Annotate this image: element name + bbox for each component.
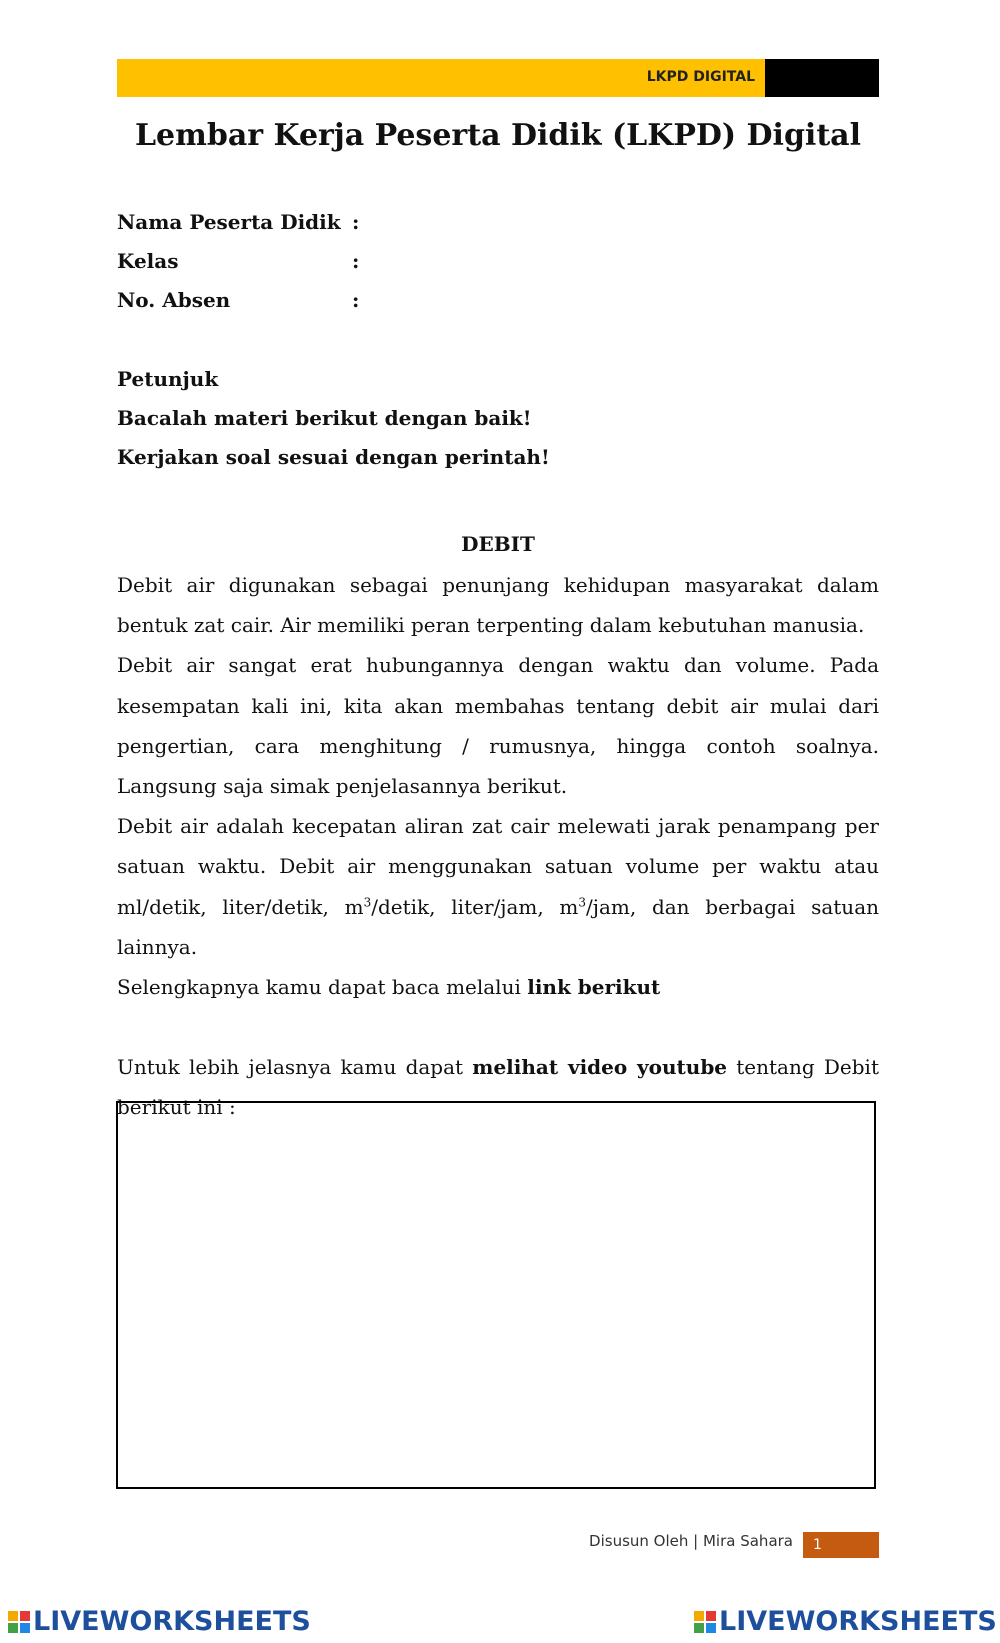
footer-author: Disusun Oleh | Mira Sahara	[589, 1532, 793, 1550]
liveworksheets-logo-left	[8, 1606, 311, 1637]
paragraph-1: Debit air digunakan sebagai penunjang kehidupan masyarakat dalam bentuk zat cair. Air memiliki peran terpenting dalam kebutuhan manusia.	[117, 573, 879, 638]
header-label: LKPD DIGITAL	[646, 69, 755, 85]
header-yellow-band	[117, 59, 765, 97]
text-run: /jam, dan berbagai satuan lainnya.	[117, 894, 879, 959]
field-absen	[117, 288, 359, 312]
bold-text: melihat video youtube	[472, 1055, 728, 1080]
text-run: /detik, liter/jam, m	[371, 894, 579, 919]
instruction-line: Bacalah materi berikut dengan baik!	[117, 406, 532, 430]
text-run: tentang Debit berikut ini :	[117, 1055, 879, 1120]
field-separator: :	[352, 249, 360, 273]
liveworksheets-icon	[8, 1611, 30, 1633]
field-label: Nama Peserta Didik	[117, 210, 341, 234]
superscript: 3	[363, 894, 372, 909]
page-title: Lembar Kerja Peserta Didik (LKPD) Digital	[134, 118, 862, 153]
field-separator: :	[352, 210, 360, 234]
liveworksheets-text: LIVEWORKSHEETS	[33, 1606, 311, 1637]
paragraph-4	[117, 967, 879, 1007]
liveworksheets-logo-right	[694, 1606, 997, 1637]
instructions-heading: Petunjuk	[117, 367, 219, 391]
field-kelas	[117, 249, 359, 273]
field-separator: :	[352, 288, 360, 312]
page-number: 1	[803, 1532, 879, 1558]
video-embed-box[interactable]	[116, 1101, 876, 1489]
text-run: Selengkapnya kamu dapat baca melalui	[117, 975, 528, 1000]
section-title: DEBIT	[461, 532, 535, 556]
text-run: Debit air adalah kecepatan aliran zat cair melewati jarak penampang per satuan waktu. Debit air menggunakan satuan volume per waktu atau ml/detik, liter/detik, m	[117, 814, 879, 919]
field-nama	[117, 210, 359, 234]
paragraph-3	[117, 806, 879, 967]
superscript: 3	[578, 894, 587, 909]
text-run: Untuk lebih jelasnya kamu dapat	[117, 1055, 473, 1080]
liveworksheets-icon	[694, 1611, 716, 1633]
field-label: No. Absen	[117, 288, 231, 312]
section-body	[117, 565, 879, 1128]
liveworksheets-text: LIVEWORKSHEETS	[719, 1606, 997, 1637]
instruction-line: Kerjakan soal sesuai dengan perintah!	[117, 445, 550, 469]
link-berikut[interactable]: link berikut	[527, 975, 661, 1000]
header-bar	[117, 59, 879, 97]
paragraph-2: Debit air sangat erat hubungannya dengan waktu dan volume. Pada kesempatan kali ini, kita akan membahas tentang debit air mulai dari pengertian, cara menghitung / rumusnya, hingga contoh soalnya. Langsung saja simak penjelasannya berikut.	[117, 653, 879, 799]
header-black-band	[765, 59, 879, 97]
field-label: Kelas	[117, 249, 179, 273]
